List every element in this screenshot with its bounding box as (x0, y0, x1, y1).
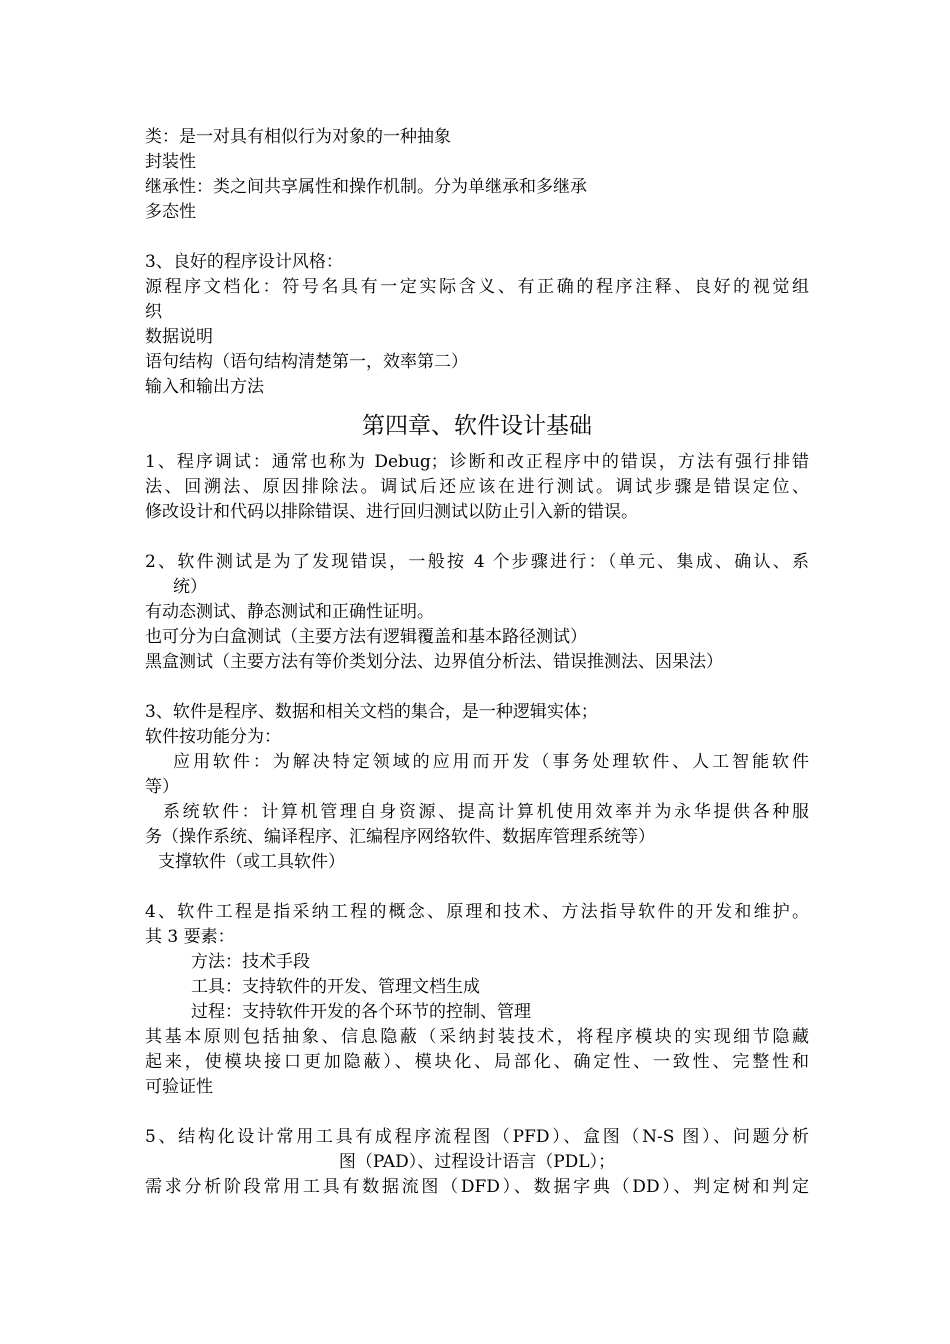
text-line: 也可分为白盒测试（主要方法有逻辑覆盖和基本路径测试） (145, 627, 587, 647)
text-line: 1、程序调试：通常也称为 Debug；诊断和改正程序中的错误，方法有强行排错 (145, 452, 809, 472)
section-title: 3、良好的程序设计风格： (145, 252, 343, 272)
text-line: 务（操作系统、编译程序、汇编程序网络软件、数据库管理系统等） (145, 827, 655, 847)
text-line: 方法：技术手段 (191, 952, 310, 972)
document-body (145, 125, 809, 1200)
text-line: 图（PAD）、过程设计语言（PDL）； (338, 1152, 616, 1172)
text-line: 继承性：类之间共享属性和操作机制。分为单继承和多继承 (145, 177, 587, 197)
chapter-title: 第四章、软件设计基础 (362, 413, 592, 439)
paragraph-gap (145, 525, 809, 550)
paragraph-gap (145, 675, 809, 700)
text-line: 封装性 (145, 152, 196, 172)
text-line: 4、软件工程是指采纳工程的概念、原理和技术、方法指导软件的开发和维护。 (145, 902, 809, 922)
text-line: 3、软件是程序、数据和相关文档的集合，是一种逻辑实体； (145, 702, 598, 722)
text-line: 法、回溯法、原因排除法。调试后还应该在进行测试。调试步骤是错误定位、 (145, 477, 809, 497)
text-line: 黑盒测试（主要方法有等价类划分法、边界值分析法、错误推测法、因果法） (145, 652, 723, 672)
text-line: 可验证性 (145, 1077, 213, 1097)
paragraph-gap (145, 875, 809, 900)
text-line: 工具：支持软件的开发、管理文档生成 (191, 977, 480, 997)
text-line: 数据说明 (145, 327, 213, 347)
paragraph-gap (145, 225, 809, 250)
text-line: 多态性 (145, 202, 196, 222)
text-line: 过程：支持软件开发的各个环节的控制、管理 (191, 1002, 531, 1022)
text-line: 输入和输出方法 (145, 377, 264, 397)
text-line: 等） (145, 777, 179, 797)
text-line: 修改设计和代码以排除错误、进行回归测试以防止引入新的错误。 (145, 502, 638, 522)
text-line: 应用软件：为解决特定领域的应用而开发（事务处理软件、人工智能软件 (173, 752, 809, 772)
text-line: 5、结构化设计常用工具有成程序流程图（PFD）、盒图（N-S 图）、问题分析 (145, 1127, 809, 1147)
text-line: 系统软件：计算机管理自身资源、提高计算机使用效率并为永华提供各种服 (163, 802, 809, 822)
text-line: 类：是一对具有相似行为对象的一种抽象 (145, 127, 451, 147)
text-line: 2、软件测试是为了发现错误，一般按 4 个步骤进行：（单元、集成、确认、系 (145, 552, 809, 572)
text-line: 有动态测试、静态测试和正确性证明。 (145, 602, 434, 622)
text-line: 需求分析阶段常用工具有数据流图（DFD）、数据字典（DD）、判定树和判定 (145, 1177, 809, 1197)
text-line: 其基本原则包括抽象、信息隐蔽（采纳封装技术，将程序模块的实现细节隐藏 (145, 1027, 809, 1047)
text-line: 源程序文档化：符号名具有一定实际含义、有正确的程序注释、良好的视觉组 (145, 277, 809, 297)
text-line: 其 3 要素： (145, 927, 235, 947)
text-line: 语句结构（语句结构清楚第一，效率第二） (145, 352, 468, 372)
text-line: 统） (173, 577, 207, 597)
paragraph-gap (145, 1100, 809, 1125)
text-line: 软件按功能分为： (145, 727, 281, 747)
text-line: 织 (145, 302, 162, 322)
text-line: 支撑软件（或工具软件） (158, 852, 345, 872)
text-line: 起来，使模块接口更加隐蔽）、模块化、局部化、确定性、一致性、完整性和 (145, 1052, 809, 1072)
